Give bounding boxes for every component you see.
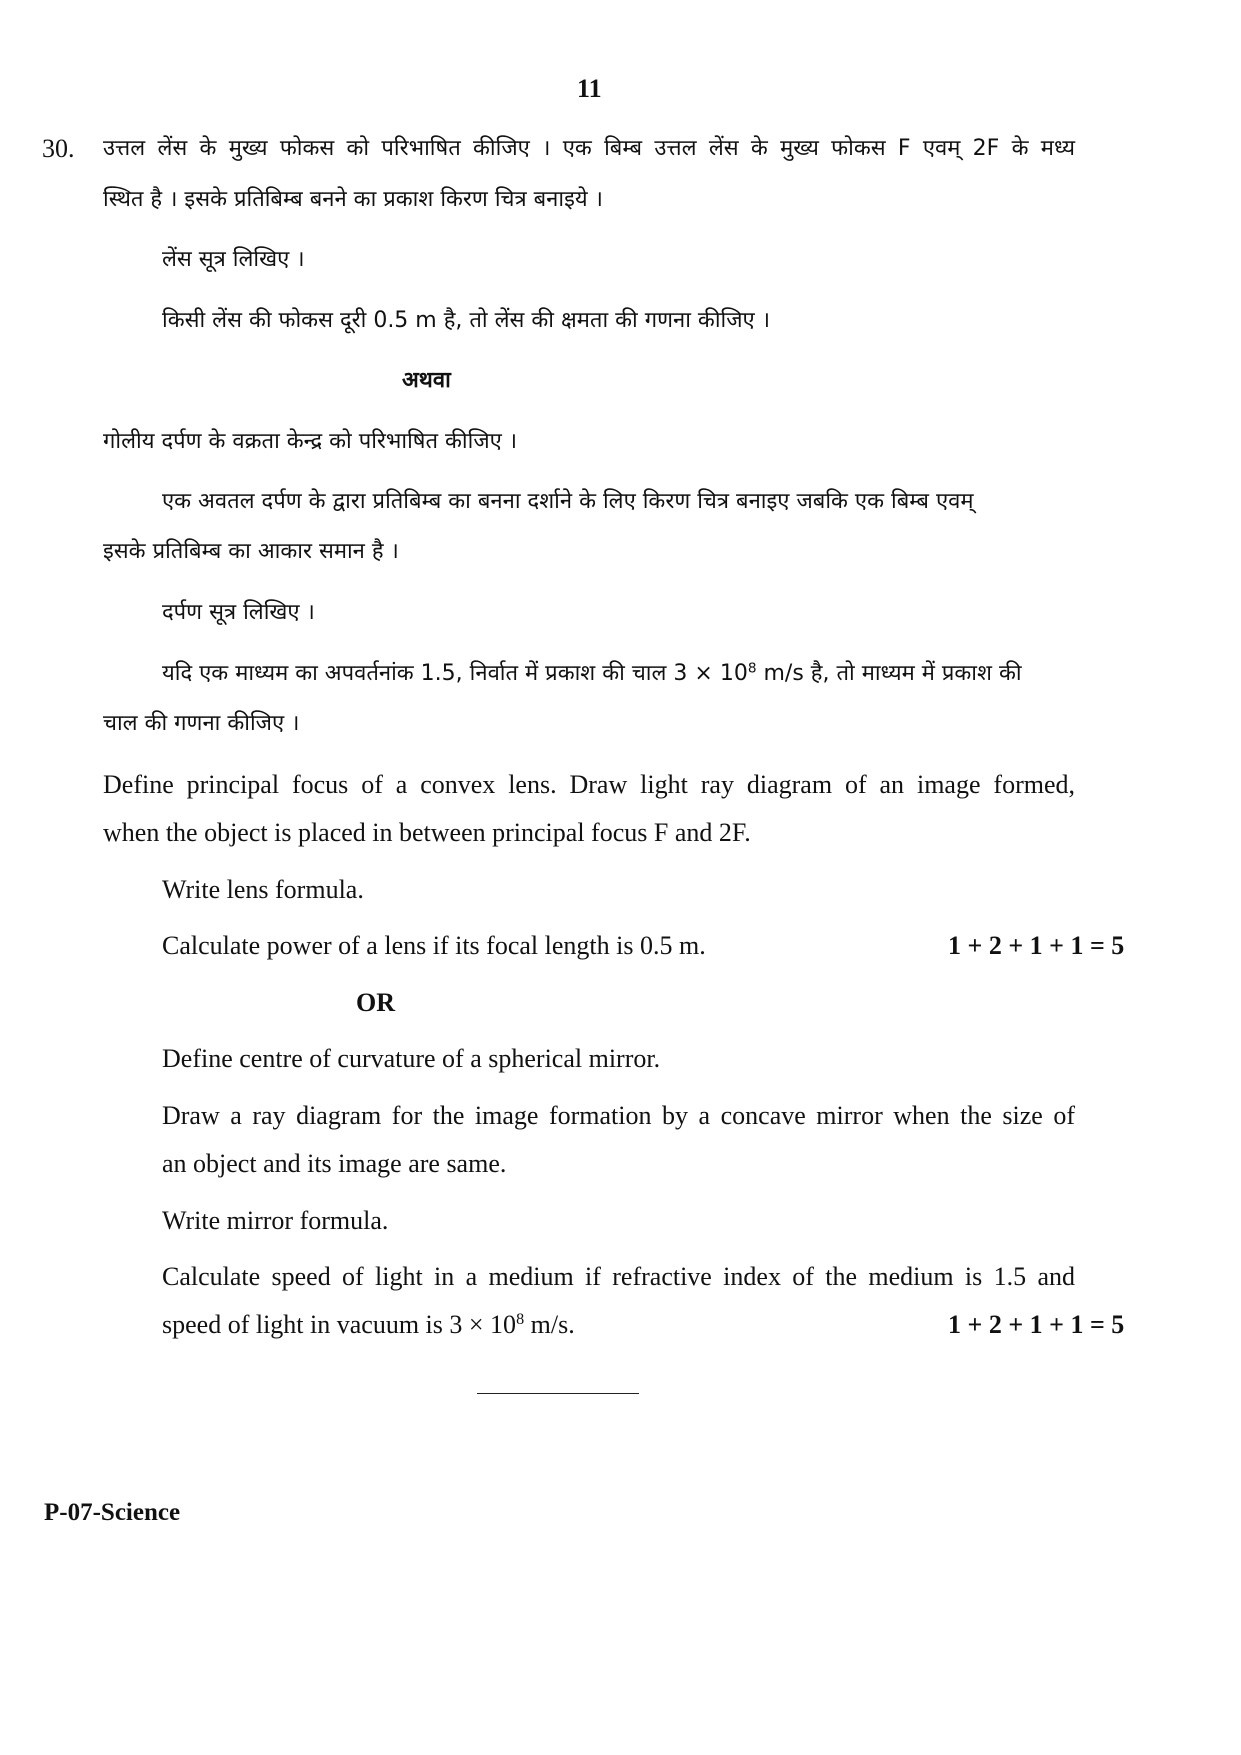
english-line-10 [162,1312,575,1338]
question-number: 30. [42,134,75,163]
end-rule [477,1393,639,1394]
hindi-line-7: इसके प्रतिबिम्ब का आकार समान है । [103,539,399,564]
english-line-2: when the object is placed in between principal focus F and 2F. [103,818,751,847]
hindi-line-1: उत्तल लेंस के मुख्य फोकस को परिभाषित कीजिए । एक बिम्ब उत्तल लेंस के मुख्य फोकस F एवम् 2F के मध्य [103,136,1075,161]
page-number: 11 [577,74,602,103]
hindi-line-9 [162,660,1022,686]
english-line-10-text-a: speed of light in vacuum is 3 × 10 [162,1310,517,1339]
marks-allocation-1: 1 + 2 + 1 + 1 = 5 [948,931,1125,960]
hindi-line-2: स्थित है । इसके प्रतिबिम्ब बनने का प्रकाश किरण चित्र बनाइये । [103,187,603,212]
english-line-10-exponent: 8 [516,1311,525,1329]
english-line-5: Define centre of curvature of a spherical mirror. [162,1044,661,1073]
english-line-8: Write mirror formula. [162,1206,389,1235]
marks-allocation-2: 1 + 2 + 1 + 1 = 5 [948,1310,1125,1339]
hindi-or-label: अथवा [402,368,451,393]
english-line-1: Define principal focus of a convex lens. Draw light ray diagram of an image formed, [103,770,1075,799]
english-line-3: Write lens formula. [162,875,364,904]
english-line-9: Calculate speed of light in a medium if refractive index of the medium is 1.5 and [162,1262,1075,1291]
hindi-line-9-text-a: यदि एक माध्यम का अपवर्तनांक 1.5, निर्वात में प्रकाश की चाल 3 × 10 [162,661,748,686]
english-line-4: Calculate power of a lens if its focal length is 0.5 m. [162,931,706,960]
hindi-line-9-exponent: 8 [747,660,757,677]
hindi-line-4: किसी लेंस की फोकस दूरी 0.5 m है, तो लेंस की क्षमता की गणना कीजिए । [162,308,771,333]
english-line-6: Draw a ray diagram for the image formation by a concave mirror when the size of [162,1101,1075,1130]
paper-code: P-07-Science [44,1499,181,1526]
hindi-line-5: गोलीय दर्पण के वक्रता केन्द्र को परिभाषित कीजिए । [103,429,518,454]
english-line-7: an object and its image are same. [162,1149,507,1178]
hindi-line-3: लेंस सूत्र लिखिए । [162,247,305,272]
hindi-line-9-text-b: m/s है, तो माध्यम में प्रकाश की [756,661,1022,686]
hindi-line-10: चाल की गणना कीजिए । [103,711,300,736]
hindi-line-6: एक अवतल दर्पण के द्वारा प्रतिबिम्ब का बनना दर्शाने के लिए किरण चित्र बनाइए जबकि एक बिम्ब एवम् [162,489,974,514]
english-or-label: OR [356,988,395,1017]
english-line-10-text-b: m/s. [524,1310,575,1339]
hindi-line-8: दर्पण सूत्र लिखिए । [162,600,315,625]
